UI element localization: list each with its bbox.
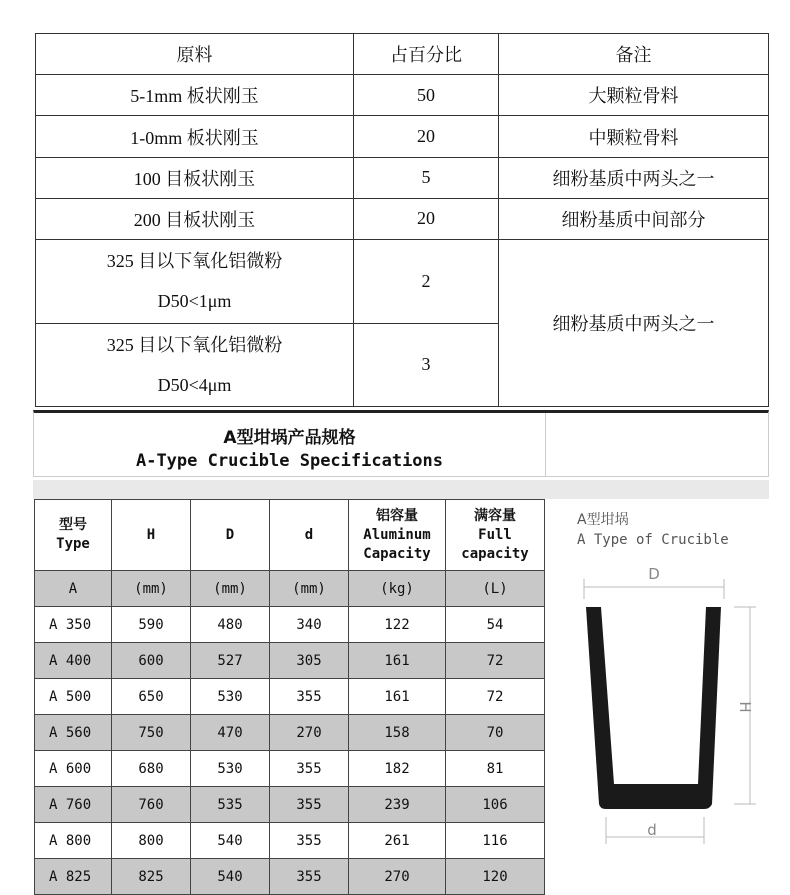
table-row [35,643,545,679]
note-cell: 细粉基质中两头之一 [499,157,769,198]
spec-cell: 239 [349,787,446,823]
table-row [36,75,769,116]
title-divider [545,413,546,476]
diagram-caption-en: A Type of Crucible [577,532,729,548]
table-row [36,116,769,157]
material-cell [36,240,354,323]
header-full-capacity [446,500,545,571]
material-cell: 200 目板状刚玉 [36,198,354,239]
spec-table [34,499,545,895]
material-cell: 5-1mm 板状刚玉 [36,75,354,116]
crucible-cavity [601,607,706,784]
spec-title-block [33,410,769,477]
table-row [35,607,545,643]
header-d-outer: D [191,500,270,571]
header-d-inner: d [270,500,349,571]
percent-cell: 50 [354,75,499,116]
unit-cell: (mm) [191,571,270,607]
unit-cell: A [35,571,112,607]
spec-cell: 825 [112,859,191,895]
spec-cell: 355 [270,859,349,895]
table-row [36,157,769,198]
label-d: d [647,821,657,839]
header-type-cn: 型号 [59,517,87,533]
spec-cell: A 560 [35,715,112,751]
spec-cell: 470 [191,715,270,751]
spec-cell: A 350 [35,607,112,643]
spec-title-cn: A型坩埚产品规格 [223,428,356,448]
spec-cell: 106 [446,787,545,823]
spec-cell: 270 [349,859,446,895]
spec-cell: 600 [112,643,191,679]
material-cell [36,323,354,406]
spec-table-body [35,607,545,895]
header-material: 原料 [36,34,354,75]
spec-cell: 540 [191,823,270,859]
table-row [35,823,545,859]
spec-cell: 161 [349,679,446,715]
spec-cell: 530 [191,751,270,787]
spec-cell: A 500 [35,679,112,715]
spec-cell: 355 [270,751,349,787]
unit-cell: (mm) [270,571,349,607]
spec-cell: A 400 [35,643,112,679]
percent-cell: 3 [354,323,499,406]
header-al-en1: Aluminum [363,526,431,543]
header-full-en1: Full [478,526,512,543]
material-table-header [36,34,769,75]
spec-cell: 161 [349,643,446,679]
spec-cell: 355 [270,823,349,859]
percent-cell: 20 [354,198,499,239]
spec-cell: 72 [446,679,545,715]
spec-cell: 527 [191,643,270,679]
unit-cell: (mm) [112,571,191,607]
spec-cell: 261 [349,823,446,859]
spec-cell: 760 [112,787,191,823]
spec-cell: 54 [446,607,545,643]
header-percent: 占百分比 [354,34,499,75]
spec-cell: 535 [191,787,270,823]
spec-cell: 116 [446,823,545,859]
table-row [35,715,545,751]
header-al-en2: Capacity [363,545,431,562]
material-name: 325 目以下氧化铝微粉 [106,251,283,272]
spec-cell: 70 [446,715,545,751]
table-row [35,679,545,715]
spec-cell: 540 [191,859,270,895]
note-cell: 中颗粒骨料 [499,116,769,157]
material-particle-size: D50<4μm [157,374,232,395]
material-cell: 100 目板状刚玉 [36,157,354,198]
note-cell: 大颗粒骨料 [499,75,769,116]
table-row [35,751,545,787]
material-name: 325 目以下氧化铝微粉 [106,334,283,355]
spec-cell: 270 [270,715,349,751]
spec-cell: 72 [446,643,545,679]
spec-cell: 680 [112,751,191,787]
spec-cell: 120 [446,859,545,895]
table-row [35,787,545,823]
percent-cell: 20 [354,116,499,157]
table-row [36,198,769,239]
header-full-cn: 满容量 [474,507,516,524]
header-aluminum-capacity [349,500,446,571]
crucible-diagram [544,499,769,884]
crucible-drawing [544,499,769,884]
spec-cell: A 825 [35,859,112,895]
spec-cell: 800 [112,823,191,859]
diagram-caption-cn: A型坩埚 [577,512,629,528]
spec-cell: 590 [112,607,191,643]
note-cell: 细粉基质中间部分 [499,198,769,239]
spec-cell: 750 [112,715,191,751]
spec-cell: 650 [112,679,191,715]
percent-cell: 5 [354,157,499,198]
header-full-en2: capacity [461,545,529,562]
table-row [36,240,769,323]
header-al-cn: 铝容量 [376,507,418,524]
spec-cell: 355 [270,787,349,823]
separator-band [33,480,769,499]
spec-cell: A 760 [35,787,112,823]
spec-cell: 305 [270,643,349,679]
spec-cell: A 600 [35,751,112,787]
label-H: H [736,701,754,713]
label-D: D [648,565,660,583]
spec-cell: 530 [191,679,270,715]
spec-cell: 81 [446,751,545,787]
table-row [35,859,545,895]
header-note: 备注 [499,34,769,75]
material-particle-size: D50<1μm [157,291,232,312]
spec-cell: 182 [349,751,446,787]
header-h: H [112,500,191,571]
spec-cell: 158 [349,715,446,751]
spec-cell: 480 [191,607,270,643]
spec-cell: A 800 [35,823,112,859]
spec-cell: 355 [270,679,349,715]
material-table [35,33,769,407]
spec-table-header [35,500,545,571]
percent-cell: 2 [354,240,499,323]
unit-cell: (L) [446,571,545,607]
unit-cell: (kg) [349,571,446,607]
header-type [35,500,112,571]
spec-cell: 122 [349,607,446,643]
header-type-en: Type [56,536,90,552]
note-cell-merged: 细粉基质中两头之一 [499,240,769,407]
spec-cell: 340 [270,607,349,643]
material-cell: 1-0mm 板状刚玉 [36,116,354,157]
spec-title-en: A-Type Crucible Specifications [135,451,444,471]
units-row [35,571,545,607]
